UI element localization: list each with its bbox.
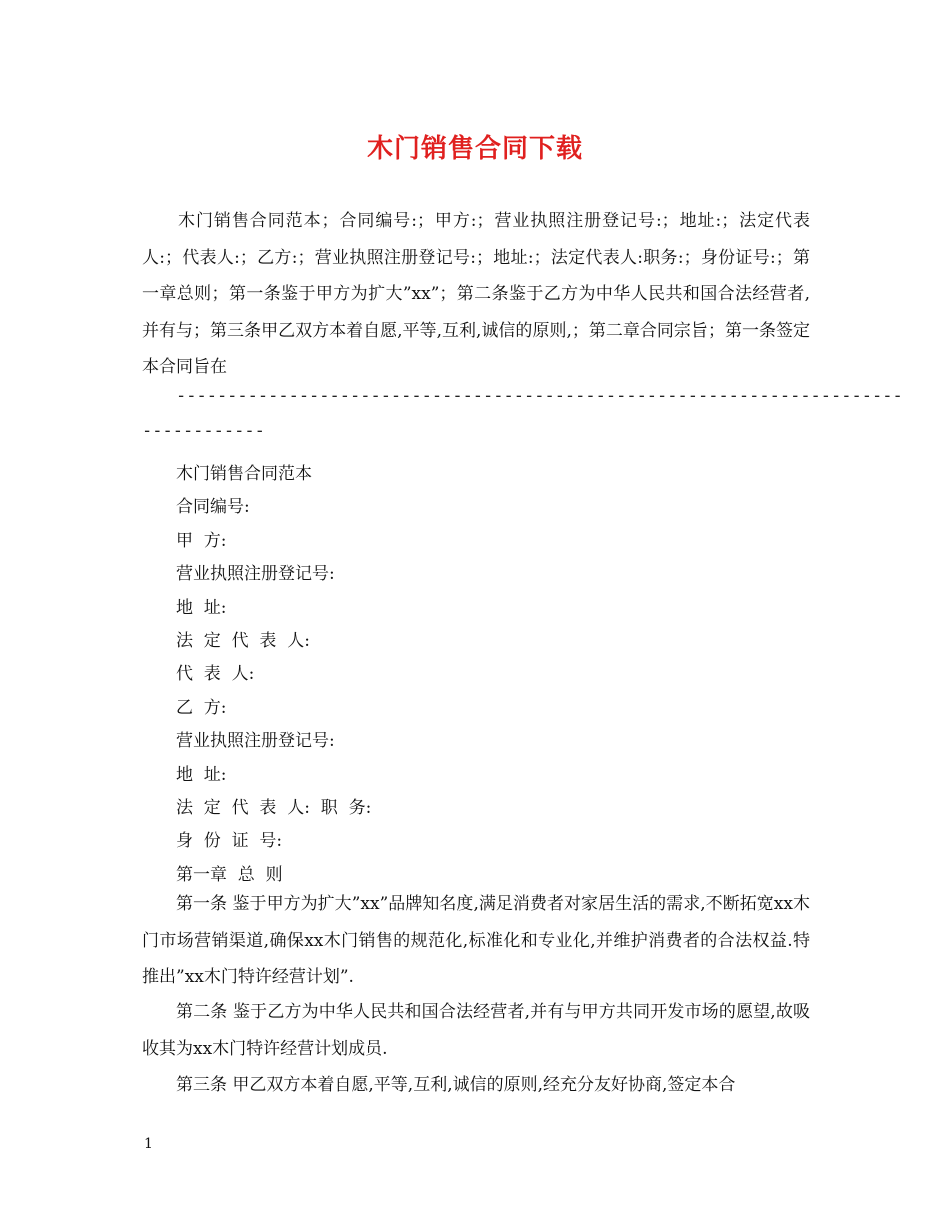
field-registration-number-a: 营业执照注册登记号: <box>176 564 335 585</box>
field-party-b: 乙 方: <box>176 697 227 718</box>
field-legal-representative-b: 法 定 代 表 人: 职 务: <box>176 797 372 818</box>
field-representative-a: 代 表 人: <box>176 664 255 685</box>
field-contract-number: 合同编号: <box>176 497 250 518</box>
field-address-a: 地 址: <box>176 597 227 618</box>
document-title: 木门销售合同下载 <box>366 134 583 164</box>
separator-line-continued: ------------ <box>142 421 265 441</box>
field-legal-representative-a: 法 定 代 表 人: <box>176 630 310 651</box>
page-number: 1 <box>144 1136 153 1152</box>
field-id-number: 身 份 证 号: <box>176 831 283 852</box>
field-contract-template: 木门销售合同范本 <box>176 464 312 484</box>
article-3: 第三条 甲乙双方本着自愿,平等,互利,诚信的原则,经充分友好协商,签定本合 <box>176 1075 736 1095</box>
summary-paragraph: 木门销售合同范本；合同编号:；甲方:；营业执照注册登记号:；地址:；法定代表人:；代表人:；乙方:；营业执照注册登记号:；地址:；法定代表人:职务:；身份证号:；第一章总则；第一条鉴于甲方为扩大”xx”；第二条鉴于乙方为中华人民共和国合法经营者,并有与；第三条甲乙双方本着自愿,平等,互利,诚信的原则,；第二章合同宗旨；第一条签定本合同旨在 <box>142 211 810 377</box>
contract-fields <box>176 458 371 892</box>
separator-line: ----------------------------------------------------------------------- <box>176 386 903 406</box>
field-address-b: 地 址: <box>176 764 227 785</box>
chapter-heading: 第一章 总 则 <box>176 864 283 885</box>
article-2: 第二条 鉴于乙方为中华人民共和国合法经营者,并有与甲方共同开发市场的愿望,故吸收其为xx木门特许经营计划成员. <box>142 1002 810 1059</box>
field-party-a: 甲 方: <box>176 530 227 551</box>
field-registration-number-b: 营业执照注册登记号: <box>176 731 335 752</box>
article-1: 第一条 鉴于甲方为扩大”xx”品牌知名度,满足消费者对家居生活的需求,不断拓宽xx木门市场营销渠道,确保xx木门销售的规范化,标准化和专业化,并维护消费者的合法权益.特推出”xx木门特许经营计划”. <box>142 894 810 987</box>
